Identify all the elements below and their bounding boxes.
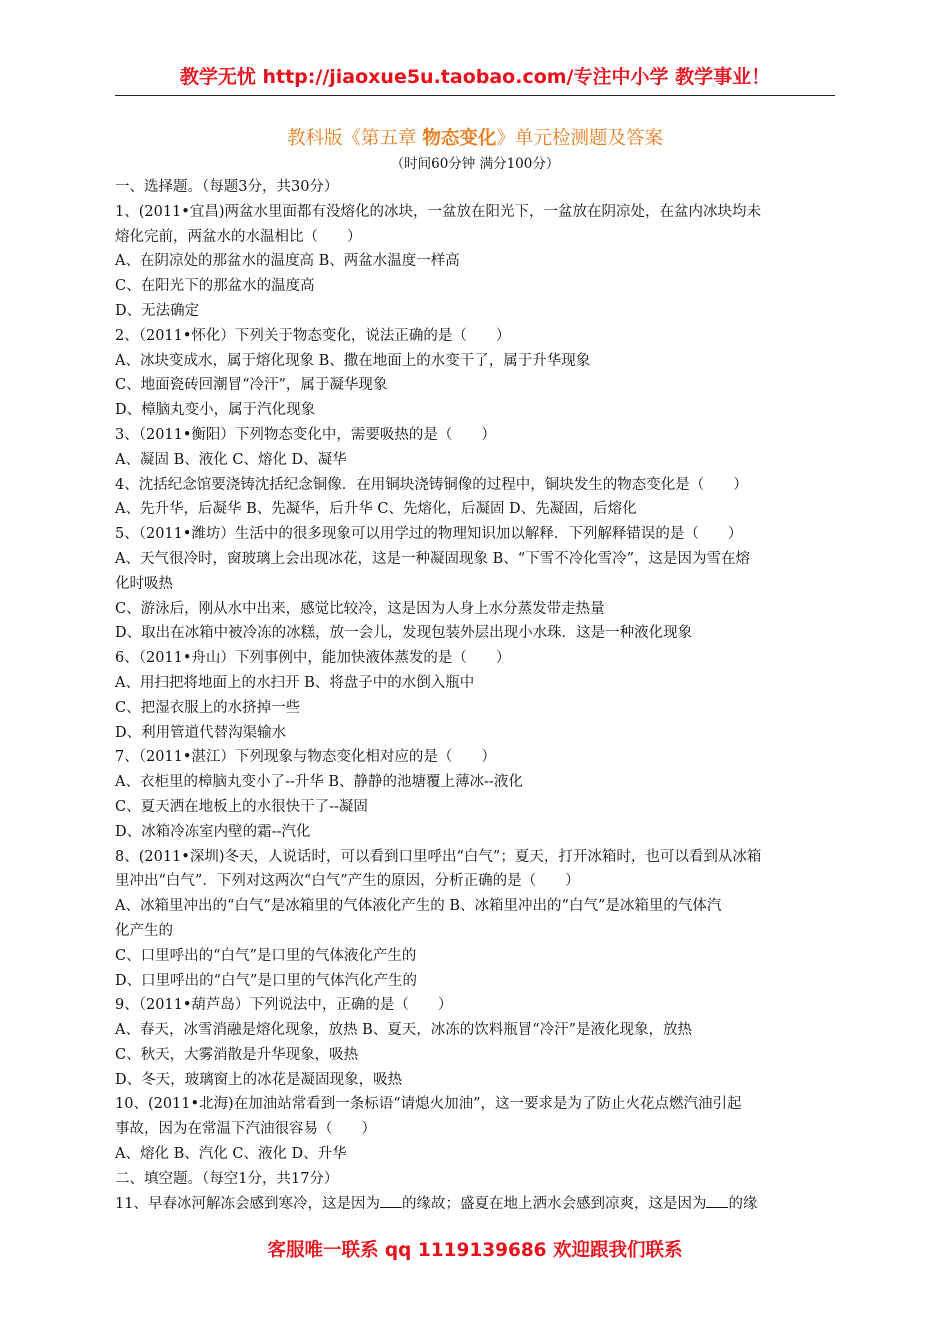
text-line: 10、(2011•北海)在加油站常看到一条标语“请熄火加油”，这一要求是为了防止火花点燃汽油引起 [115, 1096, 742, 1113]
body-lines [115, 175, 837, 1192]
title-bold: 物态变化 [422, 128, 497, 149]
answer-blank[interactable] [706, 1193, 728, 1208]
text-line: 4、沈括纪念馆要浇铸沈括纪念铜像．在用铜块浇铸铜像的过程中，铜块发生的物态变化是（ ） [115, 476, 748, 493]
text-line: 6、（2011•舟山）下列事例中，能加快液体蒸发的是（ ） [115, 650, 511, 667]
text-line: 二、填空题。（每空1分，共17分） [115, 1170, 339, 1187]
text-line: C、在阳光下的那盆水的温度高 [115, 278, 315, 295]
answer-blank[interactable] [380, 1193, 402, 1208]
page-footer: 客服唯一联系 qq 1119139686 欢迎跟我们联系 [267, 1240, 683, 1261]
page-header: 教学无忧 http://jiaoxue5u.taobao.com/专注中小学 教学事业！ [179, 66, 771, 88]
text-line: C、游泳后，刚从水中出来，感觉比较冷，这是因为人身上水分蒸发带走热量 [115, 600, 605, 617]
text-line: C、口里呼出的“白气”是口里的气体液化产生的 [115, 947, 417, 964]
text-line: 化产生的 [115, 922, 173, 939]
title-suffix: 》单元检测题及答案 [496, 128, 663, 149]
q11-part1: 11、早春冰河解冻会感到寒冷，这是因为 [115, 1195, 380, 1212]
text-line: 2、（2011•怀化）下列关于物态变化，说法正确的是（ ） [115, 327, 511, 344]
text-line: D、无法确定 [115, 302, 200, 319]
title-prefix: 教科版《第五章 [287, 128, 423, 149]
text-line: C、把湿衣服上的水挤掉一些 [115, 699, 301, 716]
text-line: 8、(2011•深圳)冬天，人说话时，可以看到口里呼出“白气”；夏天，打开冰箱时，也可以看到从冰箱 [115, 848, 762, 865]
text-line: 事故，因为在常温下汽油很容易（ ） [115, 1121, 376, 1138]
text-line: A、冰箱里冲出的“白气”是冰箱里的气体液化产生的 B、冰箱里冲出的“白气”是冰箱里的气体汽 [115, 898, 722, 915]
text-line: D、冬天，玻璃窗上的冰花是凝固现象，吸热 [115, 1071, 403, 1088]
text-line: A、衣柜里的樟脑丸变小了--升华 B、静静的池塘覆上薄冰--液化 [115, 774, 523, 791]
text-line: D、冰箱冷冻室内壁的霜--汽化 [115, 823, 311, 840]
text-line: 7、（2011•湛江）下列现象与物态变化相对应的是（ ） [115, 749, 496, 766]
q11-part3: 的缘 [728, 1195, 758, 1212]
text-line: A、在阴凉处的那盆水的温度高 B、两盆水温度一样高 [115, 253, 460, 270]
text-line: C、地面瓷砖回潮冒“冷汗”，属于凝华现象 [115, 377, 388, 394]
question-11-line [115, 1192, 837, 1217]
text-line: D、取出在冰箱中被冷冻的冰糕，放一会儿，发现包装外层出现小水珠．这是一种液化现象 [115, 625, 693, 642]
text-line: 熔化完前，两盆水的水温相比（ ） [115, 228, 362, 245]
text-line: 里冲出“白气”．下列对这两次“白气”产生的原因，分析正确的是（ ） [115, 873, 580, 890]
text-line: A、凝固 B、液化 C、熔化 D、凝华 [115, 451, 347, 468]
text-line: 1、(2011•宜昌)两盆水里面都有没熔化的冰块，一盆放在阳光下，一盆放在阴凉处，在盆内冰块均未 [115, 203, 761, 220]
text-line: C、秋天，大雾消散是升华现象，吸热 [115, 1046, 359, 1063]
text-line: 一、选择题。（每题3分，共30分） [115, 179, 339, 195]
header-divider [115, 95, 835, 96]
text-line: A、春天，冰雪消融是熔化现象，放热 B、夏天，冰冻的饮料瓶冒“冷汗”是液化现象，放热 [115, 1022, 693, 1039]
text-line: D、口里呼出的“白气”是口里的气体汽化产生的 [115, 972, 417, 989]
text-line: D、樟脑丸变小，属于汽化现象 [115, 402, 316, 419]
text-line: 3、（2011•衡阳）下列物态变化中，需要吸热的是（ ） [115, 426, 496, 443]
text-line: A、用扫把将地面上的水扫开 B、将盘子中的水倒入瓶中 [115, 674, 475, 691]
text-line: A、熔化 B、汽化 C、液化 D、升华 [115, 1146, 347, 1163]
text-line: A、天气很冷时，窗玻璃上会出现冰花，这是一种凝固现象 B、“下雪不冷化雪冷”，这是因为雪在熔 [115, 550, 751, 567]
text-line: 5、（2011•潍坊）生活中的很多现象可以用学过的物理知识加以解释．下列解释错误的是（ ） [115, 526, 743, 543]
text-line: A、先升华，后凝华 B、先凝华，后升华 C、先熔化，后凝固 D、先凝固，后熔化 [115, 501, 637, 518]
text-line: C、夏天洒在地板上的水很快干了--凝固 [115, 798, 368, 815]
document-body [115, 175, 837, 1216]
text-line: A、冰块变成水，属于熔化现象 B、撒在地面上的水变干了，属于升华现象 [115, 352, 591, 369]
text-line: 9、（2011•葫芦岛）下列说法中，正确的是（ ） [115, 997, 453, 1014]
document-title [115, 124, 835, 150]
q11-part2: 的缘故；盛夏在地上洒水会感到凉爽，这是因为 [401, 1195, 707, 1212]
text-line: 化时吸热 [115, 575, 173, 592]
text-line: D、利用管道代替沟渠输水 [115, 724, 287, 741]
document-subtitle: （时间60分钟 满分100分） [390, 156, 560, 172]
